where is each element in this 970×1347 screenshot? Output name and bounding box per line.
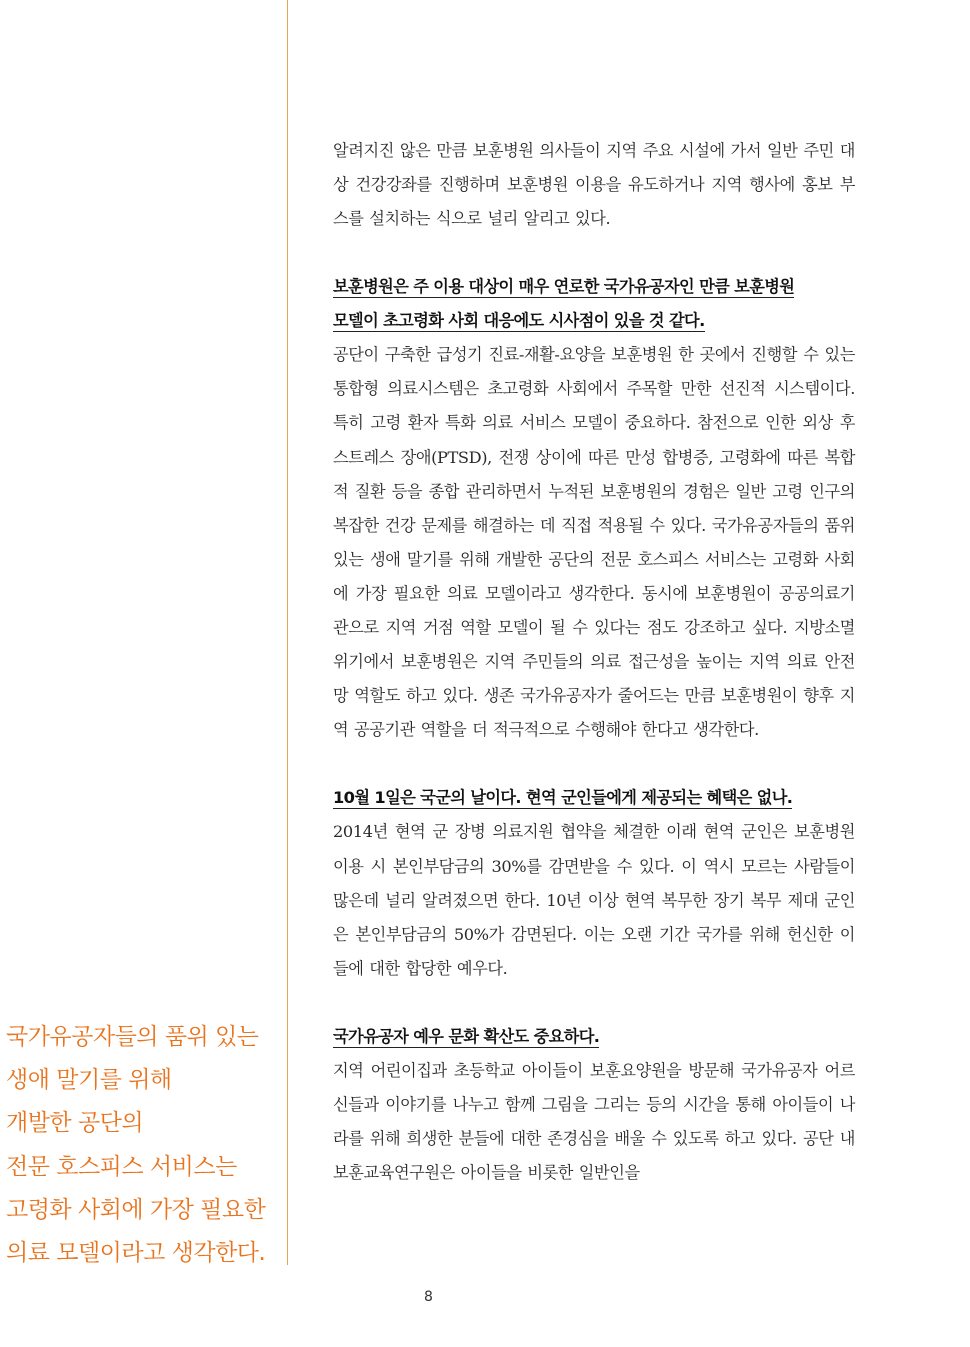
section-heading: 10월 1일은 국군의 날이다. 현역 군인들에게 제공되는 혜택은 없나. [333, 788, 793, 808]
section-heading: 보훈병원은 주 이용 대상이 매우 연로한 국가유공자인 만큼 보훈병원 [333, 277, 795, 297]
section-heading: 모델이 초고령화 사회 대응에도 시사점이 있을 것 같다. [333, 311, 705, 331]
article-body [333, 134, 855, 1190]
section-heading: 국가유공자 예우 문화 확산도 중요하다. [333, 1026, 600, 1046]
section-hospital-model [333, 270, 855, 747]
pull-quote-line: 전문 호스피스 서비스는 [6, 1153, 237, 1180]
pull-quote-line: 의료 모델이라고 생각한다. [6, 1240, 266, 1267]
pull-quote-line: 개발한 공단의 [6, 1110, 144, 1137]
pull-quote-line: 국가유공자들의 품위 있는 [6, 1024, 259, 1050]
pull-quote-line: 고령화 사회에 가장 필요한 [6, 1196, 266, 1223]
section-body: 지역 어린이집과 초등학교 아이들이 보훈요양원을 방문해 국가유공자 어르신들과 이야기를 나누고 함께 그림을 그리는 등의 시간을 통해 아이들이 나라를 위해 희생한 분들에 대한 존경심을 배울 수 있도록 하고 있다. 공단 내 보훈교육연구원은 아이들을 비롯한 일반인을 [333, 1060, 855, 1183]
pull-quote [6, 1016, 282, 1275]
pull-quote-line: 생애 말기를 위해 [6, 1067, 172, 1094]
section-honor-culture [333, 1020, 855, 1190]
vertical-divider [287, 0, 288, 1265]
intro-paragraph: 알려지진 않은 만큼 보훈병원 의사들이 지역 주요 시설에 가서 일반 주민 대상 건강강좌를 진행하며 보훈병원 이용을 유도하거나 지역 행사에 홍보 부스를 설치하는 식으로 널리 알리고 있다. [333, 141, 855, 229]
section-body: 공단이 구축한 급성기 진료-재활-요양을 보훈병원 한 곳에서 진행할 수 있는 통합형 의료시스템은 초고령화 사회에서 주목할 만한 선진적 시스템이다. 특히 고령 환자 특화 의료 서비스 모델이 중요하다. 참전으로 인한 외상 후 스트레스 장애(PTSD), 전쟁 상이에 따른 만성 합병증, 고령화에 따른 복합적 질환 등을 종합 관리하면서 누적된 보훈병원의 경험은 일반 고령 인구의 복잡한 건강 문제를 해결하는 데 직접 적용될 수 있다. 국가유공자들의 품위 있는 생애 말기를 위해 개발한 공단의 전문 호스피스 서비스는 고령화 사회에 가장 필요한 의료 모델이라고 생각한다. 동시에 보훈병원이 공공의료기관으로 지역 거점 역할 모델이 될 수 있다는 점도 강조하고 싶다. 지방소멸 위기에서 보훈병원은 지역 주민들의 의료 접근성을 높이는 지역 의료 안전망 역할도 하고 있다. 생존 국가유공자가 줄어드는 만큼 보훈병원이 향후 지역 공공기관 역할을 더 적극적으로 수행해야 한다고 생각한다. [333, 345, 855, 740]
section-armed-forces-day [333, 781, 855, 985]
section-body: 2014년 현역 군 장병 의료지원 협약을 체결한 이래 현역 군인은 보훈병원 이용 시 본인부담금의 30%를 감면받을 수 있다. 이 역시 모르는 사람들이 많은데 널리 알려졌으면 한다. 10년 이상 현역 복무한 장기 복무 제대 군인은 본인부담금의 50%가 감면된다. 이는 오랜 기간 국가를 위해 헌신한 이들에 대한 합당한 예우다. [333, 822, 855, 978]
